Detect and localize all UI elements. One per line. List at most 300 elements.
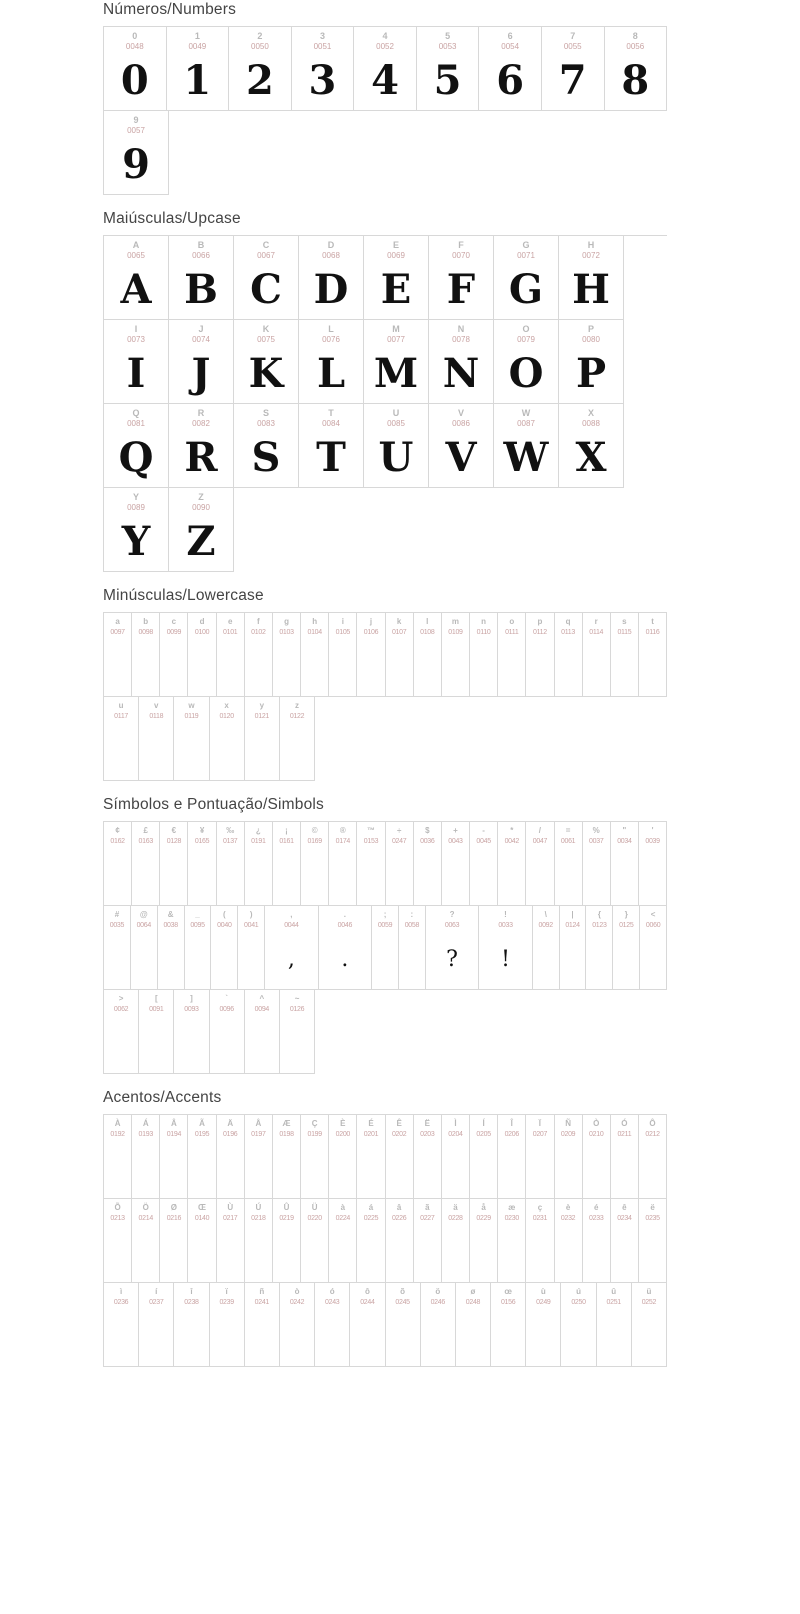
glyph-row <box>104 27 667 111</box>
glyph-char-label: 9 <box>133 115 139 125</box>
glyph-preview <box>386 639 413 695</box>
glyph-cell[interactable] <box>555 1199 583 1283</box>
glyph-char-label: ¥ <box>199 826 205 835</box>
glyph-cell[interactable] <box>583 822 611 906</box>
glyph-cell[interactable] <box>139 1283 174 1367</box>
glyph-preview <box>280 723 314 779</box>
glyph-code-label: 0239 <box>219 1299 234 1306</box>
glyph-preview <box>639 639 666 695</box>
glyph-cell[interactable] <box>350 1283 385 1367</box>
glyph-char-label: @ <box>139 910 148 919</box>
glyph-char-label: & <box>167 910 174 919</box>
glyph-cell[interactable] <box>104 404 169 488</box>
glyph-cell[interactable] <box>104 906 131 990</box>
glyph-char-label: ; <box>383 910 387 919</box>
glyph-cell[interactable] <box>104 1283 139 1367</box>
glyph-char-label: d <box>199 617 205 626</box>
glyph-cell[interactable] <box>315 1283 350 1367</box>
glyph-char-label: Û <box>283 1203 290 1212</box>
glyph-cell[interactable] <box>167 27 230 111</box>
glyph-cell[interactable] <box>611 613 639 697</box>
glyph-preview: L <box>316 350 346 397</box>
glyph-cell[interactable] <box>104 320 169 404</box>
glyph-char-label: " <box>622 826 627 835</box>
glyph-cell[interactable] <box>357 1115 385 1199</box>
glyph-grid-lowercase <box>103 612 667 781</box>
glyph-cell[interactable] <box>280 697 315 781</box>
glyph-cell[interactable] <box>414 613 442 697</box>
glyph-cell[interactable] <box>611 822 639 906</box>
glyph-preview: W <box>503 434 549 481</box>
glyph-cell[interactable] <box>301 822 329 906</box>
glyph-code-label: 0204 <box>448 1131 463 1138</box>
glyph-cell[interactable] <box>491 1283 526 1367</box>
glyph-cell[interactable] <box>210 990 245 1074</box>
glyph-cell[interactable] <box>559 404 624 488</box>
glyph-preview <box>357 848 384 904</box>
glyph-cell[interactable] <box>160 1199 188 1283</box>
glyph-cell[interactable] <box>169 404 234 488</box>
glyph-cell[interactable] <box>301 1115 329 1199</box>
glyph-cell[interactable] <box>273 822 301 906</box>
glyph-cell[interactable] <box>299 404 364 488</box>
glyph-cell[interactable] <box>542 27 605 111</box>
glyph-code-label: 0169 <box>307 838 322 845</box>
glyph-cell[interactable] <box>299 236 364 320</box>
glyph-cell[interactable] <box>229 27 292 111</box>
glyph-cell[interactable] <box>372 906 399 990</box>
glyph-cell[interactable] <box>132 1199 160 1283</box>
glyph-cell[interactable] <box>364 236 429 320</box>
glyph-cell[interactable] <box>429 236 494 320</box>
glyph-preview <box>414 848 441 904</box>
glyph-code-label: 0033 <box>498 922 513 929</box>
glyph-cell[interactable] <box>386 613 414 697</box>
glyph-cell[interactable] <box>139 697 174 781</box>
glyph-code-label: 0246 <box>430 1299 445 1306</box>
glyph-cell[interactable] <box>555 822 583 906</box>
glyph-cell[interactable] <box>132 613 160 697</box>
glyph-char-label: F <box>458 240 464 250</box>
glyph-cell[interactable] <box>442 1115 470 1199</box>
glyph-cell[interactable] <box>245 1115 273 1199</box>
glyph-code-label: 0218 <box>251 1215 266 1222</box>
glyph-preview <box>188 1141 215 1197</box>
glyph-code-label: 0245 <box>395 1299 410 1306</box>
glyph-char-label: n <box>481 617 487 626</box>
glyph-cell[interactable] <box>560 906 587 990</box>
glyph-code-label: 0115 <box>617 629 632 636</box>
glyph-cell[interactable] <box>158 906 185 990</box>
glyph-cell[interactable] <box>605 27 668 111</box>
glyph-preview <box>561 1309 595 1365</box>
glyph-cell[interactable] <box>442 613 470 697</box>
glyph-cell[interactable] <box>526 1199 554 1283</box>
glyph-preview <box>498 1141 525 1197</box>
glyph-cell[interactable] <box>301 613 329 697</box>
glyph-cell[interactable] <box>357 1199 385 1283</box>
glyph-cell[interactable] <box>245 822 273 906</box>
glyph-char-label: é <box>594 1203 599 1212</box>
glyph-char-label: û <box>611 1287 617 1296</box>
glyph-cell[interactable] <box>586 906 613 990</box>
glyph-preview: M <box>373 350 419 397</box>
glyph-code-label: 0090 <box>192 503 210 512</box>
glyph-cell[interactable] <box>583 1115 611 1199</box>
glyph-code-label: 0066 <box>192 251 210 260</box>
glyph-cell[interactable] <box>188 1199 216 1283</box>
glyph-cell[interactable] <box>498 822 526 906</box>
glyph-cell[interactable] <box>292 27 355 111</box>
glyph-cell[interactable] <box>357 613 385 697</box>
glyph-cell[interactable] <box>386 1283 421 1367</box>
glyph-cell[interactable] <box>104 1115 132 1199</box>
glyph-cell[interactable] <box>414 1199 442 1283</box>
glyph-cell[interactable] <box>329 613 357 697</box>
glyph-cell[interactable] <box>494 320 559 404</box>
glyph-cell[interactable] <box>265 906 318 990</box>
glyph-cell[interactable] <box>632 1283 667 1367</box>
glyph-char-label: E <box>392 240 399 250</box>
glyph-cell[interactable] <box>104 111 169 195</box>
glyph-cell[interactable] <box>414 1115 442 1199</box>
glyph-preview <box>301 848 328 904</box>
glyph-cell[interactable] <box>583 1199 611 1283</box>
glyph-cell[interactable] <box>494 236 559 320</box>
glyph-char-label: a <box>115 617 120 626</box>
glyph-cell[interactable] <box>386 1115 414 1199</box>
glyph-cell[interactable] <box>417 27 480 111</box>
glyph-char-label: ¿ <box>255 826 261 835</box>
glyph-preview <box>414 1141 441 1197</box>
glyph-cell[interactable] <box>299 320 364 404</box>
glyph-cell[interactable] <box>139 990 174 1074</box>
glyph-preview <box>555 848 582 904</box>
glyph-cell[interactable] <box>132 822 160 906</box>
glyph-cell[interactable] <box>386 1199 414 1283</box>
glyph-preview: 5 <box>433 57 462 104</box>
glyph-row <box>104 111 667 195</box>
glyph-cell[interactable] <box>245 697 280 781</box>
glyph-cell[interactable] <box>273 1115 301 1199</box>
glyph-char-label: z <box>295 701 300 710</box>
glyph-code-label: 0241 <box>254 1299 270 1306</box>
glyph-char-label: ) <box>249 910 253 919</box>
glyph-cell[interactable] <box>169 488 234 572</box>
glyph-cell[interactable] <box>639 1199 667 1283</box>
glyph-code-label: 0125 <box>619 922 634 929</box>
glyph-cell[interactable] <box>639 822 667 906</box>
glyph-cell[interactable] <box>174 990 209 1074</box>
glyph-cell[interactable] <box>479 27 542 111</box>
glyph-cell[interactable] <box>238 906 265 990</box>
glyph-cell[interactable] <box>613 906 640 990</box>
glyph-char-label: á <box>368 1203 374 1212</box>
glyph-code-label: 0088 <box>582 419 600 428</box>
glyph-cell[interactable] <box>498 1115 526 1199</box>
glyph-cell[interactable] <box>426 906 479 990</box>
glyph-char-label: g <box>284 617 289 626</box>
glyph-code-label: 0037 <box>589 838 604 845</box>
glyph-char-label: ê <box>622 1203 627 1212</box>
glyph-cell[interactable] <box>217 822 245 906</box>
glyph-code-label: 0096 <box>219 1006 234 1013</box>
glyph-cell[interactable] <box>597 1283 632 1367</box>
glyph-code-label: 0080 <box>582 335 600 344</box>
glyph-cell[interactable] <box>386 822 414 906</box>
glyph-cell[interactable] <box>498 613 526 697</box>
glyph-cell[interactable] <box>364 404 429 488</box>
glyph-code-label: 0197 <box>251 1131 266 1138</box>
glyph-row <box>104 488 667 572</box>
glyph-cell[interactable] <box>583 613 611 697</box>
glyph-cell[interactable] <box>245 613 273 697</box>
glyph-cell[interactable] <box>559 320 624 404</box>
glyph-cell[interactable] <box>561 1283 596 1367</box>
glyph-cell[interactable] <box>174 1283 209 1367</box>
glyph-char-label: v <box>154 701 159 710</box>
glyph-cell[interactable] <box>399 906 426 990</box>
glyph-cell[interactable] <box>273 1199 301 1283</box>
glyph-code-label: 0112 <box>532 629 547 636</box>
glyph-cell[interactable] <box>479 906 532 990</box>
glyph-preview <box>357 639 384 695</box>
glyph-cell[interactable] <box>104 697 139 781</box>
glyph-cell[interactable] <box>555 1115 583 1199</box>
glyph-cell[interactable] <box>329 822 357 906</box>
glyph-preview <box>386 1309 420 1365</box>
glyph-code-label: 0097 <box>110 629 125 636</box>
glyph-cell[interactable] <box>640 906 667 990</box>
glyph-char-label: , <box>290 910 293 919</box>
glyph-cell[interactable] <box>526 613 554 697</box>
glyph-cell[interactable] <box>217 1199 245 1283</box>
glyph-cell[interactable] <box>329 1115 357 1199</box>
glyph-cell[interactable] <box>429 404 494 488</box>
glyph-char-label: y <box>259 701 265 710</box>
glyph-cell[interactable] <box>442 1199 470 1283</box>
glyph-cell[interactable] <box>301 1199 329 1283</box>
glyph-preview: D <box>313 266 349 313</box>
glyph-char-label: f <box>257 617 260 626</box>
glyph-code-label: 0104 <box>307 629 322 636</box>
glyph-char-label: ‰ <box>226 826 235 835</box>
glyph-preview <box>160 639 187 695</box>
glyph-cell[interactable] <box>211 906 238 990</box>
section-title-accents: Acentos/Accents <box>103 1089 222 1106</box>
glyph-char-label: Á <box>142 1119 149 1128</box>
glyph-preview: 6 <box>496 57 525 104</box>
glyph-preview <box>421 1309 455 1365</box>
glyph-preview <box>238 932 264 988</box>
glyph-preview <box>211 932 237 988</box>
glyph-cell[interactable] <box>104 822 132 906</box>
glyph-cell[interactable] <box>245 1283 280 1367</box>
glyph-char-label: % <box>592 826 600 835</box>
glyph-cell[interactable] <box>526 822 554 906</box>
glyph-cell[interactable] <box>160 822 188 906</box>
glyph-char-label: ~ <box>294 994 300 1003</box>
glyph-code-label: 0252 <box>641 1299 657 1306</box>
glyph-cell[interactable] <box>470 613 498 697</box>
glyph-cell[interactable] <box>169 236 234 320</box>
glyph-cell[interactable] <box>245 1199 273 1283</box>
glyph-preview <box>329 1141 356 1197</box>
glyph-cell[interactable] <box>354 27 417 111</box>
glyph-cell[interactable] <box>280 1283 315 1367</box>
glyph-char-label: Í <box>482 1119 485 1128</box>
glyph-cell[interactable] <box>104 27 167 111</box>
glyph-cell[interactable] <box>498 1199 526 1283</box>
glyph-char-label: ø <box>470 1287 476 1296</box>
glyph-char-label: U <box>392 408 400 418</box>
glyph-cell[interactable] <box>533 906 560 990</box>
glyph-cell[interactable] <box>132 1115 160 1199</box>
glyph-char-label: Î <box>510 1119 513 1128</box>
glyph-cell[interactable] <box>104 990 139 1074</box>
glyph-code-label: 0105 <box>335 629 351 636</box>
glyph-cell[interactable] <box>280 990 315 1074</box>
glyph-code-label: 0205 <box>476 1131 491 1138</box>
glyph-char-label: © <box>311 826 318 835</box>
glyph-preview <box>399 932 425 988</box>
glyph-grid-upcase <box>103 235 667 572</box>
glyph-cell[interactable] <box>131 906 158 990</box>
glyph-cell[interactable] <box>169 320 234 404</box>
glyph-cell[interactable] <box>559 236 624 320</box>
glyph-char-label: P <box>587 324 594 334</box>
glyph-code-label: 0103 <box>279 629 294 636</box>
glyph-char-label: { <box>597 910 601 919</box>
glyph-char-label: œ <box>504 1287 512 1296</box>
glyph-code-label: 0233 <box>589 1215 604 1222</box>
section-accents <box>0 1088 800 1367</box>
glyph-cell[interactable] <box>188 822 216 906</box>
glyph-code-label: 0198 <box>279 1131 294 1138</box>
glyph-char-label: Ï <box>538 1119 542 1128</box>
glyph-cell[interactable] <box>217 613 245 697</box>
glyph-char-label: J <box>198 324 204 334</box>
glyph-preview <box>639 1141 666 1197</box>
glyph-row <box>104 990 667 1074</box>
glyph-preview <box>188 639 215 695</box>
glyph-preview <box>456 1309 490 1365</box>
glyph-code-label: 0060 <box>645 922 661 929</box>
glyph-cell[interactable] <box>414 822 442 906</box>
glyph-char-label: W <box>521 408 531 418</box>
glyph-char-label: 5 <box>445 31 451 41</box>
glyph-code-label: 0117 <box>114 713 129 720</box>
glyph-cell[interactable] <box>174 697 209 781</box>
glyph-char-label: Ó <box>621 1119 628 1128</box>
glyph-char-label: ' <box>651 826 654 835</box>
glyph-char-label: Ä <box>227 1119 234 1128</box>
glyph-char-label: i <box>341 617 344 626</box>
glyph-char-label: H <box>587 240 595 250</box>
glyph-cell[interactable] <box>104 613 132 697</box>
glyph-cell[interactable] <box>456 1283 491 1367</box>
glyph-cell[interactable] <box>611 1115 639 1199</box>
glyph-cell[interactable] <box>470 1199 498 1283</box>
glyph-cell[interactable] <box>160 613 188 697</box>
glyph-char-label: C <box>262 240 270 250</box>
glyph-preview <box>583 1141 610 1197</box>
glyph-code-label: 0052 <box>376 42 394 51</box>
glyph-char-label: Ñ <box>565 1119 571 1128</box>
glyph-code-label: 0098 <box>138 629 153 636</box>
glyph-preview <box>217 848 244 904</box>
glyph-code-label: 0051 <box>313 42 332 51</box>
glyph-row <box>104 1283 667 1367</box>
glyph-preview <box>329 639 356 695</box>
glyph-cell[interactable] <box>357 822 385 906</box>
glyph-char-label: [ <box>154 994 158 1003</box>
glyph-code-label: 0040 <box>217 922 232 929</box>
glyph-preview <box>442 639 469 695</box>
glyph-cell[interactable] <box>526 1115 554 1199</box>
glyph-char-label: É <box>368 1119 374 1128</box>
glyph-code-label: 0070 <box>452 251 470 260</box>
glyph-preview <box>245 1141 272 1197</box>
glyph-cell[interactable] <box>188 613 216 697</box>
glyph-cell[interactable] <box>555 613 583 697</box>
glyph-cell[interactable] <box>442 822 470 906</box>
glyph-cell[interactable] <box>639 613 667 697</box>
glyph-cell[interactable] <box>364 320 429 404</box>
glyph-char-label: å <box>481 1203 486 1212</box>
glyph-cell[interactable] <box>210 697 245 781</box>
glyph-preview <box>583 639 610 695</box>
glyph-char-label: ú <box>576 1287 581 1296</box>
glyph-cell[interactable] <box>319 906 372 990</box>
glyph-char-label: e <box>227 617 233 626</box>
glyph-char-label: o <box>509 617 515 626</box>
glyph-cell[interactable] <box>470 1115 498 1199</box>
glyph-cell[interactable] <box>611 1199 639 1283</box>
glyph-row <box>104 1115 667 1199</box>
glyph-cell[interactable] <box>185 906 212 990</box>
glyph-code-label: 0209 <box>560 1131 576 1138</box>
glyph-cell[interactable] <box>526 1283 561 1367</box>
glyph-char-label: h <box>312 617 318 626</box>
glyph-cell[interactable] <box>104 236 169 320</box>
glyph-cell[interactable] <box>494 404 559 488</box>
glyph-cell[interactable] <box>329 1199 357 1283</box>
glyph-cell[interactable] <box>273 613 301 697</box>
glyph-char-label: L <box>328 324 334 334</box>
glyph-code-label: 0042 <box>504 838 519 845</box>
glyph-cell[interactable] <box>234 320 299 404</box>
glyph-cell[interactable] <box>470 822 498 906</box>
glyph-cell[interactable] <box>217 1115 245 1199</box>
glyph-preview <box>245 723 279 779</box>
glyph-char-label: p <box>537 617 543 626</box>
glyph-cell[interactable] <box>160 1115 188 1199</box>
glyph-cell[interactable] <box>188 1115 216 1199</box>
glyph-cell[interactable] <box>421 1283 456 1367</box>
glyph-cell[interactable] <box>104 488 169 572</box>
glyph-cell[interactable] <box>104 1199 132 1283</box>
glyph-code-label: 0230 <box>504 1215 519 1222</box>
glyph-cell[interactable] <box>234 404 299 488</box>
glyph-cell[interactable] <box>210 1283 245 1367</box>
glyph-cell[interactable] <box>245 990 280 1074</box>
glyph-char-label: ï <box>225 1287 228 1296</box>
glyph-cell[interactable] <box>429 320 494 404</box>
glyph-code-label: 0225 <box>363 1215 379 1222</box>
glyph-cell[interactable] <box>234 236 299 320</box>
glyph-cell[interactable] <box>639 1115 667 1199</box>
